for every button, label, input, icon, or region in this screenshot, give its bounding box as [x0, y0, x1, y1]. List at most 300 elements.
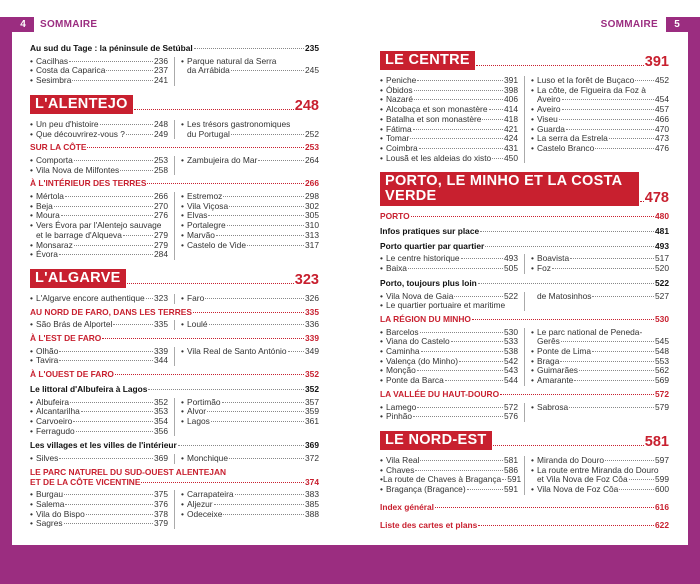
dot-leader [222, 402, 305, 403]
entry-page: 372 [305, 453, 319, 464]
entry-page: 264 [305, 154, 319, 165]
entry-page: 542 [504, 355, 518, 366]
entry-column [181, 294, 319, 304]
dot-leader [560, 361, 654, 362]
entry-page: 431 [504, 142, 518, 153]
bullet-icon: • [181, 55, 184, 66]
entry-column [181, 156, 319, 175]
entry-page: 586 [504, 464, 518, 475]
bullet-icon: • [531, 355, 534, 366]
subsection-heading [380, 315, 669, 325]
entry-title: Castelo de Vide [187, 239, 246, 250]
toc-entry-link[interactable] [380, 503, 669, 513]
toc-entry[interactable] [181, 347, 319, 357]
toc-entry[interactable] [30, 519, 168, 529]
entry-title: Lamego [386, 401, 417, 412]
bullet-icon: • [30, 118, 33, 129]
toc-entry[interactable] [181, 156, 319, 166]
bullet-icon: • [30, 128, 33, 139]
bullet-icon: • [30, 220, 33, 231]
dot-leader [76, 431, 153, 432]
entry-title: Porto quartier par quartier [380, 240, 485, 251]
toc-entry[interactable] [30, 76, 168, 86]
entry-page: 591 [507, 474, 522, 485]
entry-column [380, 328, 518, 386]
dot-leader [227, 225, 304, 226]
dot-leader [258, 160, 304, 161]
bullet-icon: • [30, 508, 33, 519]
bullet-icon: • [531, 123, 534, 134]
entry-title: Mértola [36, 191, 64, 202]
entry-page: 339 [305, 333, 319, 344]
dot-leader [566, 129, 654, 130]
entry-columns [30, 398, 319, 437]
entry-page: 480 [655, 211, 669, 222]
bullet-icon: • [30, 498, 33, 509]
entry-column [531, 76, 669, 163]
page-number-right: 5 [666, 17, 688, 32]
entry-title: Nazaré [386, 94, 413, 105]
dot-leader [86, 514, 153, 515]
bullet-icon: • [30, 154, 33, 165]
section-heading[interactable] [380, 51, 669, 70]
page-frame-left [0, 17, 12, 584]
dot-leader [100, 124, 153, 125]
dot-leader [410, 138, 503, 139]
toc-entry[interactable] [531, 403, 669, 413]
dot-leader [420, 460, 503, 461]
toc-entry[interactable] [181, 454, 319, 464]
entry-title: de Matosinhos [537, 290, 592, 301]
entry-page: 473 [655, 133, 669, 144]
dot-leader [120, 170, 153, 171]
entry-column [30, 192, 168, 260]
column-divider [174, 490, 175, 529]
dot-leader [106, 70, 153, 71]
dot-leader [411, 216, 654, 217]
bullet-icon: • [30, 415, 33, 426]
subsection-heading [30, 334, 319, 344]
dot-leader [595, 148, 654, 149]
entry-title: Miranda do Douro [537, 454, 605, 465]
bullet-icon: • [181, 489, 184, 500]
dot-leader [127, 283, 294, 284]
entry-page: 252 [305, 128, 319, 139]
bullet-icon: • [30, 292, 33, 303]
toc-entry-link[interactable] [30, 179, 319, 189]
entry-column [380, 292, 518, 311]
entry-title-line1: Les trésors gastronomiques [187, 118, 291, 129]
toc-entry-link[interactable] [30, 143, 319, 153]
entry-title: Albufeira [36, 396, 70, 407]
entry-column [30, 454, 168, 464]
dot-leader [211, 421, 304, 422]
toc-entry[interactable] [531, 264, 669, 274]
entry-columns [30, 57, 319, 86]
dot-leader [178, 445, 304, 446]
column-divider [174, 192, 175, 260]
subsection-heading [380, 521, 669, 531]
bullet-icon: • [181, 396, 184, 407]
toc-entry[interactable] [30, 427, 168, 437]
dot-leader [126, 134, 153, 135]
entry-title: Pinhão [386, 411, 413, 422]
chapter-heading [380, 279, 669, 289]
toc-entry[interactable] [30, 166, 168, 176]
column-divider [174, 156, 175, 175]
bullet-icon: • [30, 355, 33, 366]
running-head-left: SOMMAIRE [40, 19, 98, 30]
toc-entry-link[interactable] [380, 279, 669, 289]
entry-title: Silves [36, 453, 59, 464]
bullet-icon: • [531, 464, 534, 475]
dot-leader [421, 351, 503, 352]
toc-entry[interactable] [380, 264, 518, 274]
entry-page: 374 [305, 476, 319, 487]
bullet-icon: • [380, 84, 383, 95]
toc-entry[interactable] [531, 144, 669, 154]
entry-columns [30, 192, 319, 260]
toc-entry-link[interactable] [30, 44, 319, 54]
entry-title: Lagos [187, 415, 210, 426]
toc-entry-link[interactable] [380, 242, 669, 252]
entry-title: La route de Chaves à Bragança [382, 474, 502, 485]
bullet-icon: • [181, 220, 184, 231]
entry-page: 305 [305, 210, 319, 221]
entry-column [30, 490, 168, 529]
entry-title: Boavista [537, 253, 570, 264]
bullet-icon: • [380, 104, 383, 115]
entry-title-line1: Le parc national de Peneda- [537, 326, 643, 337]
dot-leader [609, 138, 654, 139]
dot-leader [570, 258, 654, 259]
toc-entry[interactable] [380, 154, 518, 164]
bullet-icon: • [181, 191, 184, 202]
dot-leader [134, 109, 294, 110]
chapter-heading [30, 44, 319, 54]
dot-leader [146, 298, 153, 299]
dot-leader [223, 196, 304, 197]
dot-leader [417, 407, 503, 408]
entry-title: Carvoeiro [36, 415, 73, 426]
entry-title: Liste des cartes et plans [380, 519, 478, 530]
bullet-icon: • [531, 454, 534, 465]
entry-columns [30, 120, 319, 139]
entry-title: Alvor [187, 406, 207, 417]
toc-entry-link[interactable] [380, 390, 669, 400]
entry-title: Lousã et les aldeias do xisto [386, 152, 492, 163]
dot-leader [478, 283, 654, 284]
toc-entry[interactable] [181, 66, 319, 76]
dot-leader [459, 361, 503, 362]
toc-entry[interactable] [30, 320, 168, 330]
entry-column [380, 403, 518, 422]
toc-entry[interactable] [531, 292, 669, 302]
entry-column [181, 57, 319, 86]
toc-entry[interactable] [380, 376, 518, 386]
section-page: 478 [644, 190, 669, 207]
entry-page: 258 [154, 164, 168, 175]
entry-column [181, 454, 319, 464]
entry-title: Coimbra [386, 142, 418, 153]
dot-leader [205, 298, 304, 299]
entry-title: Index général [380, 501, 434, 512]
section-heading[interactable] [30, 95, 319, 114]
bullet-icon: • [531, 84, 534, 95]
section-heading[interactable] [380, 431, 669, 450]
entry-title: La serra da Estrela [537, 133, 608, 144]
dot-leader [562, 109, 654, 110]
toc-entry[interactable] [181, 241, 319, 251]
bullet-icon: • [181, 239, 184, 250]
entry-title: Marvão [187, 229, 215, 240]
toc-entry[interactable] [380, 485, 518, 495]
entry-title: Chaves [386, 464, 415, 475]
toc-entry[interactable] [30, 356, 168, 366]
entry-page: 323 [154, 292, 168, 303]
toc-entry[interactable] [30, 294, 168, 304]
entry-page: 622 [655, 519, 669, 530]
section-page: 391 [644, 54, 669, 70]
toc-entry[interactable] [181, 130, 319, 140]
entry-title: SUR LA CÔTE [30, 142, 87, 153]
toc-entry[interactable] [181, 510, 319, 520]
entry-title: Guarda [537, 123, 565, 134]
dot-leader [413, 416, 503, 417]
entry-title: Le centre historique [386, 253, 460, 264]
entry-title: ET DE LA CÔTE VICENTINE [30, 476, 141, 487]
entry-page: 553 [655, 355, 669, 366]
entry-columns [380, 403, 669, 422]
entry-page: 538 [504, 346, 518, 357]
entry-title: PORTO [380, 211, 410, 222]
dot-leader [223, 514, 304, 515]
entry-page: 591 [504, 484, 518, 495]
toc-entry[interactable] [30, 250, 168, 260]
entry-page: 385 [305, 498, 319, 509]
toc-entry-link[interactable] [30, 478, 319, 488]
entry-page: 369 [305, 440, 319, 451]
toc-entry[interactable] [531, 376, 669, 386]
bullet-icon: • [30, 65, 33, 76]
entry-column [531, 292, 669, 311]
entry-title: Sabrosa [537, 401, 569, 412]
toc-entry-link[interactable] [30, 370, 319, 380]
entry-title: Monção [386, 365, 416, 376]
bullet-icon: • [380, 401, 383, 412]
entry-page: 357 [305, 396, 319, 407]
entry-title: Loulé [187, 319, 208, 330]
entry-page: 266 [154, 191, 168, 202]
entry-title: Sagres [36, 518, 63, 529]
entry-page: 241 [154, 75, 168, 86]
entry-title: da Arrábida [187, 65, 230, 76]
section-heading[interactable] [30, 269, 319, 288]
bullet-icon: • [181, 210, 184, 221]
entry-title: Vila Nova de Gaia [386, 290, 454, 301]
entry-page: 543 [504, 365, 518, 376]
entry-title: Le littoral d'Albufeira à Lagos [30, 383, 148, 394]
entry-page: 452 [655, 75, 669, 85]
toc-entry[interactable] [181, 417, 319, 427]
dot-leader [561, 341, 654, 342]
entry-page: 406 [504, 94, 518, 105]
bullet-icon: • [380, 123, 383, 134]
section-title: LE CENTRE [380, 51, 475, 70]
entry-title: Odeceixe [187, 508, 223, 519]
toc-entry[interactable] [531, 485, 669, 495]
entry-title: Braga [537, 355, 560, 366]
toc-entry-link[interactable] [30, 385, 319, 395]
entry-title: Barcelos [386, 326, 419, 337]
entry-page: 369 [154, 453, 168, 464]
toc-entry[interactable] [30, 130, 168, 140]
entry-column [181, 320, 319, 330]
entry-column [181, 120, 319, 139]
toc-entry-link[interactable] [380, 521, 669, 531]
bullet-icon: • [30, 453, 33, 464]
toc-entry[interactable] [380, 412, 518, 422]
chapter-heading [30, 441, 319, 451]
dot-leader [408, 268, 503, 269]
section-page: 581 [644, 433, 669, 450]
entry-page: 599 [655, 474, 669, 485]
bullet-icon: • [181, 118, 184, 129]
dot-leader [502, 479, 506, 480]
dot-leader [81, 411, 153, 412]
dot-leader [619, 489, 654, 490]
bullet-icon: • [380, 411, 383, 422]
column-divider [524, 254, 525, 273]
dot-leader [147, 183, 304, 184]
column-divider [174, 57, 175, 86]
chapter-heading [30, 385, 319, 395]
dot-leader [569, 407, 654, 408]
entry-page: 249 [154, 128, 168, 139]
entry-column [30, 57, 168, 86]
entry-title-line1: Vers Évora par l'Alentejo sauvage [36, 220, 162, 231]
entry-page: 388 [305, 508, 319, 519]
entry-page: 493 [504, 253, 518, 264]
toc-entry[interactable] [380, 301, 518, 311]
entry-page: 361 [305, 415, 319, 426]
entry-title: LA RÉGION DU MINHO [380, 313, 471, 324]
toc-entry-link[interactable] [30, 308, 319, 318]
page-frame-bottom [0, 545, 700, 584]
bullet-icon: • [531, 484, 534, 495]
bullet-icon: • [531, 401, 534, 412]
entry-page: 253 [154, 154, 168, 165]
entry-page: 454 [655, 94, 669, 105]
entry-title: Estremoz [187, 191, 223, 202]
entry-columns [380, 254, 669, 273]
column-divider [174, 120, 175, 139]
entry-column [30, 398, 168, 437]
toc-entry[interactable] [30, 454, 168, 464]
entry-columns [30, 294, 319, 304]
dot-leader [61, 215, 153, 216]
entry-column [380, 254, 518, 273]
bullet-icon: • [380, 75, 383, 85]
entry-page: 530 [504, 326, 518, 337]
entry-page: 253 [305, 142, 319, 153]
toc-entry-link[interactable] [30, 334, 319, 344]
dot-leader [73, 421, 153, 422]
bullet-icon: • [531, 346, 534, 357]
entry-title: Olhão [36, 345, 59, 356]
subsection-heading [380, 503, 669, 513]
dot-leader [467, 489, 503, 490]
entry-title: Valença (do Minho) [386, 355, 459, 366]
section-heading[interactable] [380, 172, 669, 206]
bullet-icon: • [380, 263, 383, 274]
entry-title: Ponte da Barca [386, 375, 444, 386]
entry-title: Viseu [537, 113, 558, 124]
entry-title: Vila Real de Santo António [187, 345, 287, 356]
entry-page: 530 [655, 313, 669, 324]
bullet-icon: • [531, 75, 534, 85]
entry-page: 236 [154, 55, 168, 66]
entry-title: Batalha et son monastère [386, 113, 482, 124]
entry-title: L'Algarve encore authentique [36, 292, 145, 303]
entry-title: Vila Viçosa [187, 200, 229, 211]
bullet-icon: • [30, 191, 33, 202]
toc-entry-link[interactable] [380, 212, 669, 222]
entry-title: Baixa [386, 263, 407, 274]
bullet-icon: • [181, 453, 184, 464]
dot-leader [640, 201, 644, 202]
dot-leader [64, 523, 153, 524]
entry-title-line1: Parque natural da Serra [187, 55, 277, 66]
bullet-icon: • [380, 300, 383, 311]
entry-title: Évora [36, 249, 58, 260]
bullet-icon: • [380, 253, 383, 264]
bullet-icon: • [531, 253, 534, 264]
entry-columns [380, 76, 669, 163]
bullet-icon: • [30, 489, 33, 500]
entry-title: Aljezur [187, 498, 213, 509]
page-number-left: 4 [12, 17, 34, 32]
toc-entry[interactable] [181, 320, 319, 330]
entry-title: Alcantarilha [36, 406, 80, 417]
dot-leader [500, 394, 654, 395]
toc-entry-link[interactable] [30, 441, 319, 451]
entry-page: 310 [305, 220, 319, 231]
toc-entry-link[interactable] [380, 227, 669, 237]
toc-entry-link[interactable] [380, 315, 669, 325]
dot-leader [288, 351, 305, 352]
entry-title: Ponte de Lima [537, 346, 592, 357]
toc-entry[interactable] [181, 294, 319, 304]
dot-leader [64, 494, 153, 495]
bullet-icon: • [181, 292, 184, 303]
bullet-icon: • [531, 142, 534, 153]
toc-entry[interactable] [531, 254, 669, 264]
subsection-heading [380, 212, 669, 222]
entry-column [380, 454, 522, 495]
bullet-icon: • [30, 249, 33, 260]
entry-title: Vila Nova de Foz Côa [537, 484, 619, 495]
entry-page: 298 [305, 191, 319, 202]
entry-page: 352 [154, 396, 168, 407]
bullet-icon: • [531, 113, 534, 124]
entry-column [181, 398, 319, 437]
subsection-heading [380, 390, 669, 400]
subsection-heading [30, 308, 319, 318]
subsection-heading [30, 468, 319, 487]
chapter-heading [380, 227, 669, 237]
entry-page: 520 [655, 263, 669, 274]
